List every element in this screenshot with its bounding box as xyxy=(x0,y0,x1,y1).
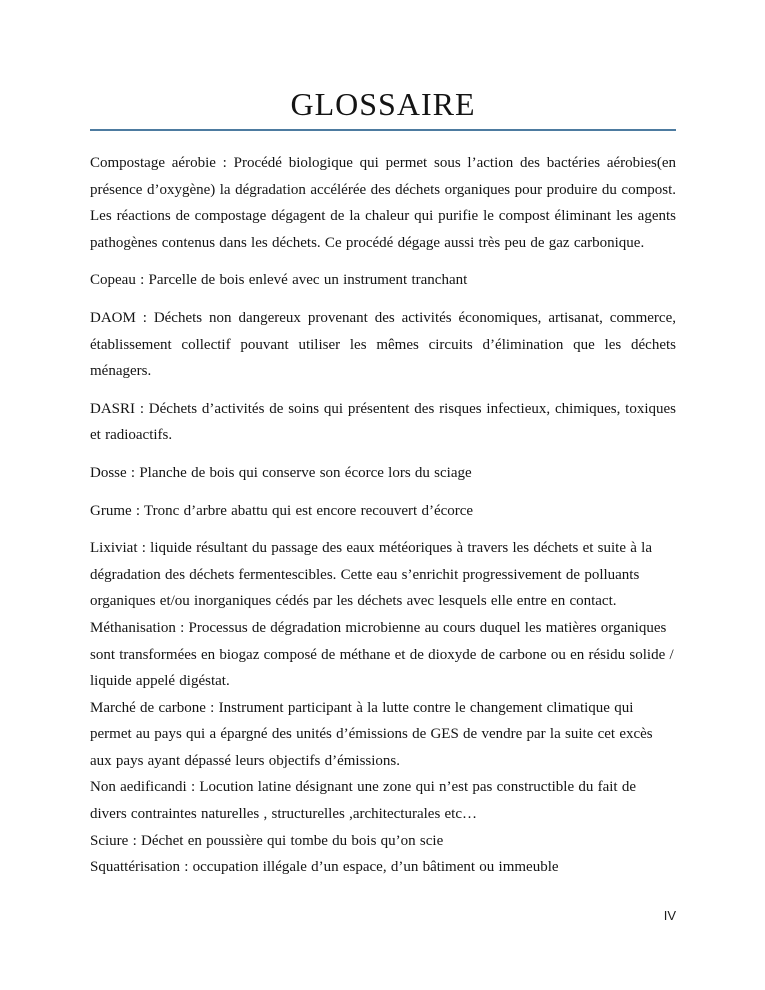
glossary-entry-lixiviat: Lixiviat : liquide résultant du passage des eaux météoriques à travers les déchets et suite à la dégradation des déchets fermentescibles. Cette eau s’enrichit progressivement de polluants organiques et/ou inorganiques cédés par les déchets avec lesquels elle entre en contact. xyxy=(90,540,652,610)
glossary-entry-dasri: DASRI : Déchets d’activités de soins qui présentent des risques infectieux, chimiques, toxiques et radioactifs. xyxy=(90,400,676,444)
page-title: GLOSSAIRE xyxy=(290,86,476,122)
glossary-entry-sciure: Sciure : Déchet en poussière qui tombe du bois qu’on scie xyxy=(90,832,444,849)
glossary-entry-squatterisation: Squattérisation : occupation illégale d’un espace, d’un bâtiment ou immeuble xyxy=(90,859,559,876)
glossary-entry-marche-de-carbone: Marché de carbone : Instrument participant à la lutte contre le changement climatique qui permet au pays qui a épargné des unités d’émissions de GES de vendre par la suite cet excès aux pays ayant dépassé leurs objectifs d’émissions. xyxy=(90,699,653,769)
glossary-entry-dosse: Dosse : Planche de bois qui conserve son écorce lors du sciage xyxy=(90,464,472,481)
glossary-entry-copeau: Copeau : Parcelle de bois enlevé avec un instrument tranchant xyxy=(90,272,468,289)
glossary-body xyxy=(90,150,676,881)
glossary-entry-compostage-aerobie: Compostage aérobie : Procédé biologique qui permet sous l’action des bactéries aérobies(en présence d’oxygène) la dégradation accélérée des déchets organiques pour produire du compost. Les réactions de compostage dégagent de la chaleur qui purifie le compost éliminant les agents pathogènes contenus dans les déchets. Ce procédé dégage aussi très peu de gaz carbonique. xyxy=(90,155,676,251)
page-number: IV xyxy=(663,908,676,923)
glossary-entry-methanisation: Méthanisation : Processus de dégradation microbienne au cours duquel les matières organiques sont transformées en biogaz composé de méthane et de dioxyde de carbone ou en résidu solide / liquide appelé digéstat. xyxy=(90,619,674,690)
glossary-entry-daom: DAOM : Déchets non dangereux provenant des activités économiques, artisanat, commerce, établissement collectif pouvant utiliser les mêmes circuits d’élimination que les déchets ménagers. xyxy=(90,309,676,380)
title-block xyxy=(90,84,676,131)
glossary-entry-non-aedificandi: Non aedificandi : Locution latine désignant une zone qui n’est pas constructible du fait de divers contraintes naturelles , structurelles ,architecturales etc… xyxy=(90,779,637,823)
glossary-entry-grume: Grume : Tronc d’arbre abattu qui est encore recouvert d’écorce xyxy=(90,502,474,519)
